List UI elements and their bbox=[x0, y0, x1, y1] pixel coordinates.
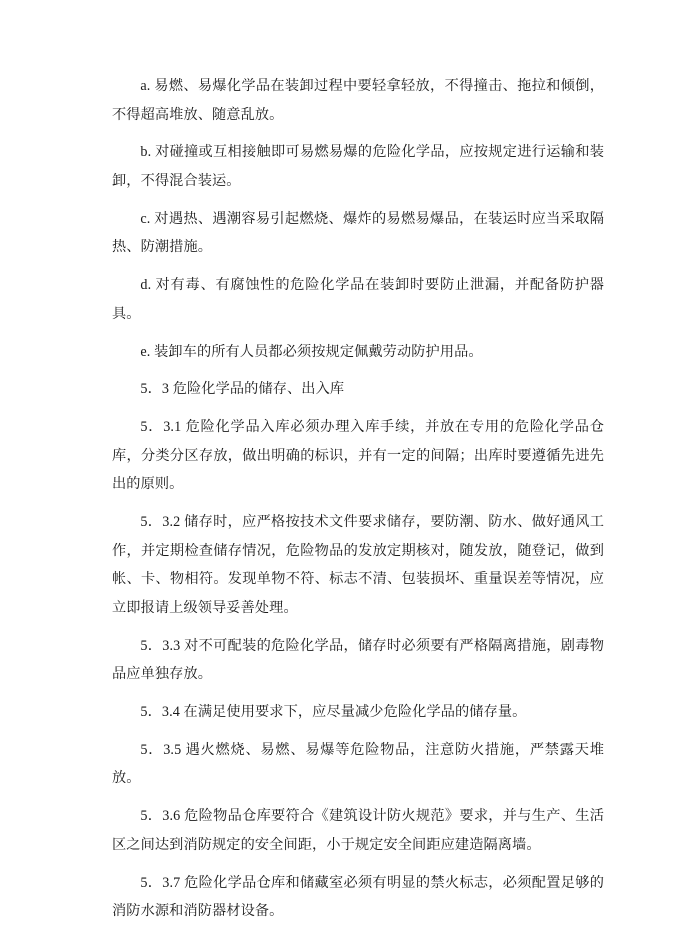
paragraph: b. 对碰撞或互相接触即可易燃易爆的危险化学品，应按规定进行运输和装卸，不得混合装运。 bbox=[112, 144, 604, 190]
document-body bbox=[112, 72, 604, 926]
paragraph: 5．3.5 遇火燃烧、易燃、易爆等危险物品，注意防火措施，严禁露天堆放。 bbox=[112, 741, 604, 787]
paragraph: c. 对遇热、遇潮容易引起燃烧、爆炸的易燃易爆品，在装运时应当采取隔热、防潮措施。 bbox=[112, 210, 604, 256]
section-heading: 5．3 危险化学品的储存、出入库 bbox=[140, 381, 345, 398]
paragraph: 5．3.2 储存时，应严格按技术文件要求储存，要防潮、防水、做好通风工作，并定期检查储存情况，危险物品的发放定期核对，随发放，随登记，做到帐、卡、物相符。发现单物不符、标志不清、包装损坏、重量误差等情况，应立即报请上级领导妥善处理。 bbox=[112, 513, 604, 616]
paragraph: 5．3.7 危险化学品仓库和储藏室必须有明显的禁火标志，必须配置足够的消防水源和消防器材设备。 bbox=[112, 874, 604, 920]
paragraph: e. 装卸车的所有人员都必须按规定佩戴劳动防护用品。 bbox=[140, 343, 483, 360]
paragraph: 5．3.6 危险物品仓库要符合《建筑设计防火规范》要求，并与生产、生活区之间达到消防规定的安全间距，小于规定安全间距应建造隔离墙。 bbox=[112, 808, 604, 853]
paragraph: a. 易燃、易爆化学品在装卸过程中要轻拿轻放，不得撞击、拖拉和倾倒，不得超高堆放、随意乱放。 bbox=[112, 78, 604, 123]
paragraph: 5．3.3 对不可配装的危险化学品，储存时必须要有严格隔离措施，剧毒物品应单独存放。 bbox=[112, 637, 604, 683]
paragraph: 5．3.4 在满足使用要求下，应尽量减少危险化学品的储存量。 bbox=[140, 704, 527, 721]
paragraph: d. 对有毒、有腐蚀性的危险化学品在装卸时要防止泄漏，并配备防护器具。 bbox=[112, 277, 604, 322]
paragraph: 5．3.1 危险化学品入库必须办理入库手续，并放在专用的危险化学品仓库，分类分区存放，做出明确的标识，并有一定的间隔；出库时要遵循先进先出的原则。 bbox=[112, 418, 604, 493]
